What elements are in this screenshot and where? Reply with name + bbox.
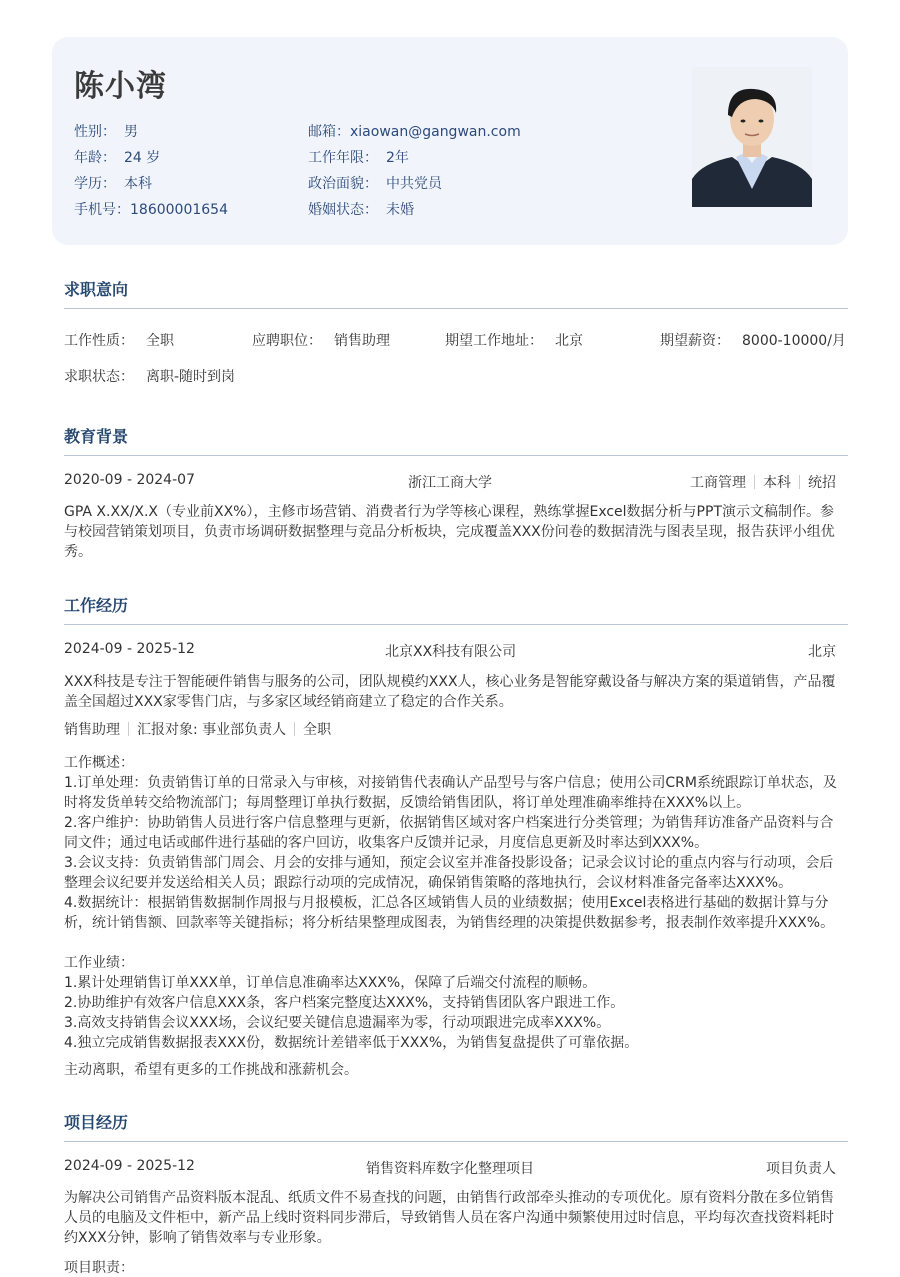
phone-label: 手机号： <box>74 202 130 218</box>
intent-position-value: 销售助理 <box>334 333 390 349</box>
email-row <box>308 121 521 141</box>
phone-value: 18600001654 <box>130 202 228 218</box>
education-row <box>74 173 152 193</box>
political-label: 政治面貌： <box>308 176 378 192</box>
education-meta <box>690 472 836 492</box>
text-line: 析，统计销售额、回款率等关键指标；将分析结果整理成图表，为销售经理的决策提供数据参考，报表制作效率提升XXX%。 <box>64 915 835 931</box>
work-company-intro <box>64 672 840 712</box>
education-major: 工商管理 <box>690 475 746 491</box>
project-section-title: 项目经历 <box>64 1113 129 1132</box>
email-value: xiaowan@gangwan.com <box>350 124 521 140</box>
work-city: 北京 <box>808 644 836 660</box>
education-mode: 统招 <box>808 475 836 491</box>
work-role: 销售助理 <box>64 722 120 738</box>
work-achieve-title: 工作业绩： <box>64 955 134 971</box>
political-value: 中共党员 <box>386 176 442 192</box>
work-role-meta <box>64 719 331 739</box>
work-overview <box>64 753 840 933</box>
text-line: 1.累计处理销售订单XXX单，订单信息准确率达XXX%，保障了后端交付流程的顺畅。 <box>64 975 597 991</box>
candidate-name: 陈小湾 <box>74 69 167 104</box>
project-description <box>64 1188 840 1248</box>
age-row <box>74 147 160 167</box>
work-overview-title: 工作概述： <box>64 755 134 771</box>
intent-position-label: 应聘职位： <box>252 333 322 349</box>
portrait-photo <box>692 67 812 207</box>
text-line: 为解决公司销售产品资料版本混乱、纸质文件不易查找的问题，由销售行政部牵头推动的专项优化。原有资料分散在多位销售 <box>64 1190 834 1206</box>
separator <box>799 475 800 489</box>
education-value: 本科 <box>124 176 152 192</box>
text-line: 2.协助维护有效客户信息XXX条，客户档案完整度达XXX%，支持销售团队客户跟进工作。 <box>64 995 625 1011</box>
text-line: GPA X.XX/X.X（专业前XX%），主修市场营销、消费者行为学等核心课程，熟练掌握Excel数据分析与PPT演示文稿制作。参 <box>64 504 834 520</box>
text-line: 4.数据统计：根据销售数据制作周报与月报模板，汇总各区域销售人员的业绩数据；使用Excel表格进行基础的数据计算与分 <box>64 895 829 911</box>
marital-label: 婚姻状态： <box>308 202 378 218</box>
intent-divider <box>64 308 848 309</box>
text-line: 同文件；通过电话或邮件进行基础的客户回访，收集客户反馈并记录，月度信息更新及时率达到XXX%。 <box>64 835 709 851</box>
intent-position <box>252 330 390 350</box>
intent-salary <box>660 330 846 350</box>
marital-row <box>308 199 414 219</box>
text-line: 时将发货单转交给物流部门；每周整理订单执行数据，反馈给销售团队，将订单处理准确率维持在XXX%以上。 <box>64 795 751 811</box>
project-divider <box>64 1141 848 1142</box>
intent-job-type-value: 全职 <box>146 333 174 349</box>
work-job-type: 全职 <box>303 722 332 738</box>
intent-status-label: 求职状态： <box>64 369 134 385</box>
text-line: 秀。 <box>64 544 92 560</box>
intent-location-value: 北京 <box>555 333 583 349</box>
work-section-title: 工作经历 <box>64 596 129 615</box>
phone-row <box>74 199 228 219</box>
intent-salary-value: 8000-10000/月 <box>742 333 846 349</box>
age-label: 年龄： <box>74 150 116 166</box>
project-role: 项目负责人 <box>766 1161 836 1177</box>
education-label: 学历： <box>74 176 116 192</box>
text-line: 盖全国超过XXX家零售门店，与多家区域经销商建立了稳定的合作关系。 <box>64 694 513 710</box>
profile-card <box>52 37 848 245</box>
text-line: 2.客户维护：协助销售人员进行客户信息整理与更新，依据销售区域对客户档案进行分类管理；为销售拜访准备产品资料与合 <box>64 815 834 831</box>
education-period: 2020-09 - 2024-07 <box>64 472 195 488</box>
portrait-photo-icon <box>692 67 812 207</box>
education-section-title: 教育背景 <box>64 427 129 446</box>
work-company: 北京XX科技有限公司 <box>385 644 517 660</box>
text-line: 3.高效支持销售会议XXX场，会议纪要关键信息遗漏率为零，行动项跟进完成率XXX%。 <box>64 1015 611 1031</box>
separator <box>754 475 755 489</box>
text-line: 1.订单处理：负责销售订单的日常录入与审核，对接销售代表确认产品型号与客户信息；使用公司CRM系统跟踪订单状态，及 <box>64 775 837 791</box>
intent-status <box>64 366 235 386</box>
education-divider <box>64 455 848 456</box>
gender-row <box>74 121 138 141</box>
education-school: 浙江工商大学 <box>408 475 492 491</box>
intent-job-type <box>64 330 174 350</box>
education-degree: 本科 <box>763 475 791 491</box>
project-duty-title: 项目职责： <box>64 1260 134 1276</box>
gender-label: 性别： <box>74 124 116 140</box>
age-value: 24 岁 <box>124 150 161 166</box>
project-period: 2024-09 - 2025-12 <box>64 1158 195 1174</box>
work-achievements <box>64 953 840 1053</box>
work-period: 2024-09 - 2025-12 <box>64 641 195 657</box>
intent-location-label: 期望工作地址： <box>445 333 543 349</box>
intent-job-type-label: 工作性质： <box>64 333 134 349</box>
intent-salary-label: 期望薪资： <box>660 333 730 349</box>
intent-section-title: 求职意向 <box>64 280 129 299</box>
political-row <box>308 173 442 193</box>
work-divider <box>64 624 848 625</box>
work-years-row <box>308 147 409 167</box>
project-name: 销售资料库数字化整理项目 <box>366 1161 534 1177</box>
separator <box>294 722 295 736</box>
work-report-to: 汇报对象: 事业部负责人 <box>137 722 287 738</box>
work-years-value: 2年 <box>386 150 409 166</box>
email-label: 邮箱： <box>308 124 350 140</box>
text-line: 4.独立完成销售数据报表XXX份，数据统计差错率低于XXX%，为销售复盘提供了可靠依据。 <box>64 1035 639 1051</box>
text-line: 3.会议支持：负责销售部门周会、月会的安排与通知，预定会议室并准备投影设备；记录会议讨论的重点内容与行动项，会后 <box>64 855 834 871</box>
text-line: 约XXX分钟，影响了销售效率与专业形象。 <box>64 1230 331 1246</box>
text-line: 整理会议纪要并发送给相关人员；跟踪行动项的完成情况，确保销售策略的落地执行，会议材料准备完备率达XXX%。 <box>64 875 793 891</box>
education-description <box>64 502 840 562</box>
work-years-label: 工作年限： <box>308 150 378 166</box>
gender-value: 男 <box>124 124 138 140</box>
marital-value: 未婚 <box>386 202 414 218</box>
intent-location <box>445 330 583 350</box>
text-line: XXX科技是专注于智能硬件销售与服务的公司，团队规模约XXX人，核心业务是智能穿戴设备与解决方案的渠道销售，产品覆 <box>64 674 836 690</box>
separator <box>128 722 129 736</box>
work-leave-reason: 主动离职，希望有更多的工作挑战和涨薪机会。 <box>64 1062 358 1078</box>
intent-status-value: 离职-随时到岗 <box>146 369 236 385</box>
text-line: 人员的电脑及文件柜中，新产品上线时资料同步滞后，导致销售人员在客户沟通中频繁使用过时信息，平均每次查找资料耗时 <box>64 1210 834 1226</box>
text-line: 与校园营销策划项目，负责市场调研数据整理与竞品分析板块，完成覆盖XXX份问卷的数据清洗与图表呈现，报告获评小组优 <box>64 524 835 540</box>
